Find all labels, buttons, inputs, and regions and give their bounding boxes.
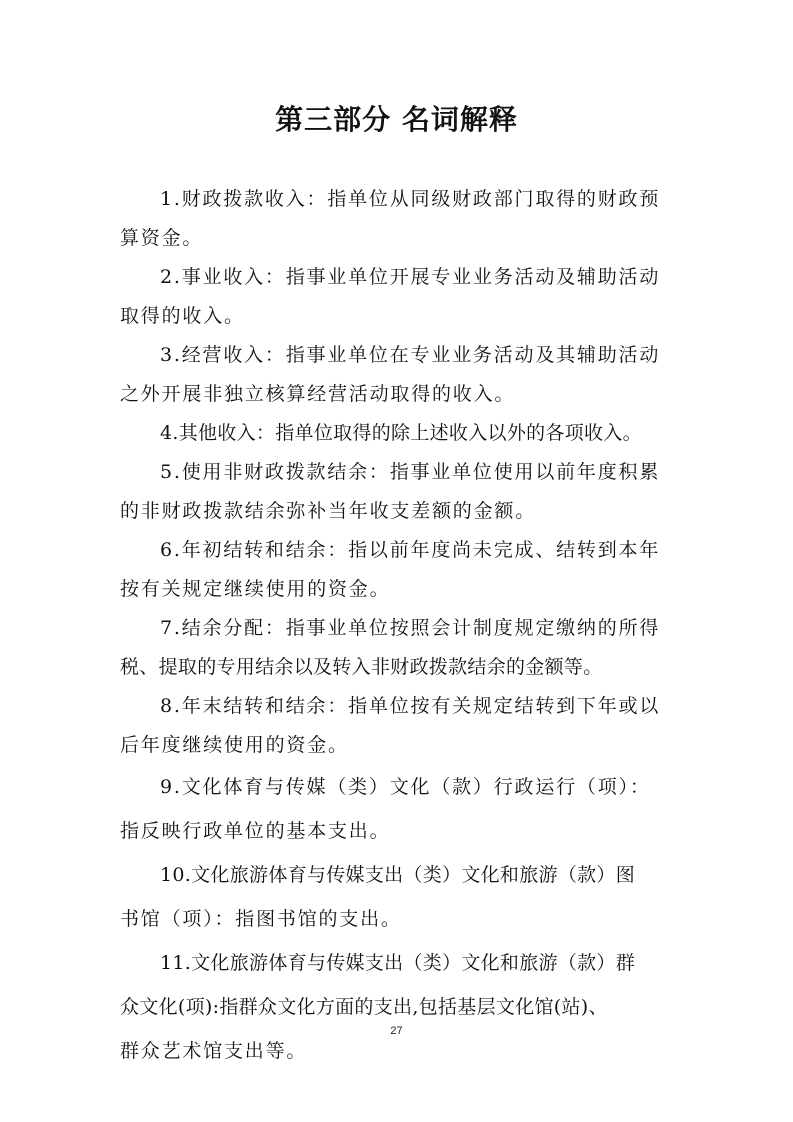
definition-line: 2.事业收入：指事业单位开展专业业务活动及辅助活动 [160, 266, 661, 288]
page-number: 27 [390, 1025, 403, 1037]
definition-line: 6.年初结转和结余：指以前年度尚未完成、结转到本年 [160, 539, 661, 561]
definition-line: 5.使用非财政拨款结余：指事业单位使用以前年度积累 [160, 461, 661, 483]
definition-item-9 [120, 765, 680, 853]
definition-line: 众文化(项):指群众文化方面的支出,包括基层文化馆(站)、 [120, 996, 608, 1018]
definition-item-6 [120, 531, 680, 609]
definition-line: 9.文化体育与传媒（类）文化（款）行政运行（项）： [160, 776, 651, 798]
definition-item-1 [120, 180, 680, 258]
definition-line: 税、提取的专用结余以及转入非财政拨款结余的金额等。 [120, 656, 603, 678]
definition-line: 3.经营收入：指事业单位在专业业务活动及其辅助活动 [160, 344, 661, 366]
definition-line: 算资金。 [120, 227, 204, 249]
definition-line: 指反映行政单位的基本支出。 [120, 820, 391, 842]
definition-line: 10.文化旅游体育与传媒支出（类）文化和旅游（款）图 [160, 864, 636, 886]
definitions-list [120, 180, 680, 1073]
definition-item-5 [120, 453, 680, 531]
definition-item-4 [120, 414, 680, 453]
definition-item-2 [120, 258, 680, 336]
definition-item-8 [120, 687, 680, 765]
definition-line: 的非财政拨款结余弥补当年收支差额的金额。 [120, 500, 537, 522]
definition-line: 取得的收入。 [120, 305, 245, 327]
definition-line: 8.年末结转和结余：指单位按有关规定结转到下年或以 [160, 695, 661, 717]
definition-item-3 [120, 336, 680, 414]
definition-item-7 [120, 609, 680, 687]
definition-item-10 [120, 853, 680, 941]
definition-line: 之外开展非独立核算经营活动取得的收入。 [120, 383, 516, 405]
definition-line: 群众艺术馆支出等。 [120, 1040, 308, 1062]
definition-item-11 [120, 941, 680, 1073]
definition-line: 11.文化旅游体育与传媒支出（类）文化和旅游（款）群 [160, 952, 636, 974]
page-title: 第三部分 名词解释 [275, 103, 518, 136]
definition-line: 后年度继续使用的资金。 [120, 734, 349, 756]
definition-line: 7.结余分配：指事业单位按照会计制度规定缴纳的所得 [160, 617, 661, 639]
definition-line: 书馆（项）：指图书馆的支出。 [120, 908, 402, 930]
definition-line: 4.其他收入：指单位取得的除上述收入以外的各项收入。 [160, 422, 642, 444]
definition-line: 1.财政拨款收入：指单位从同级财政部门取得的财政预 [160, 188, 661, 210]
definition-line: 按有关规定继续使用的资金。 [120, 578, 391, 600]
